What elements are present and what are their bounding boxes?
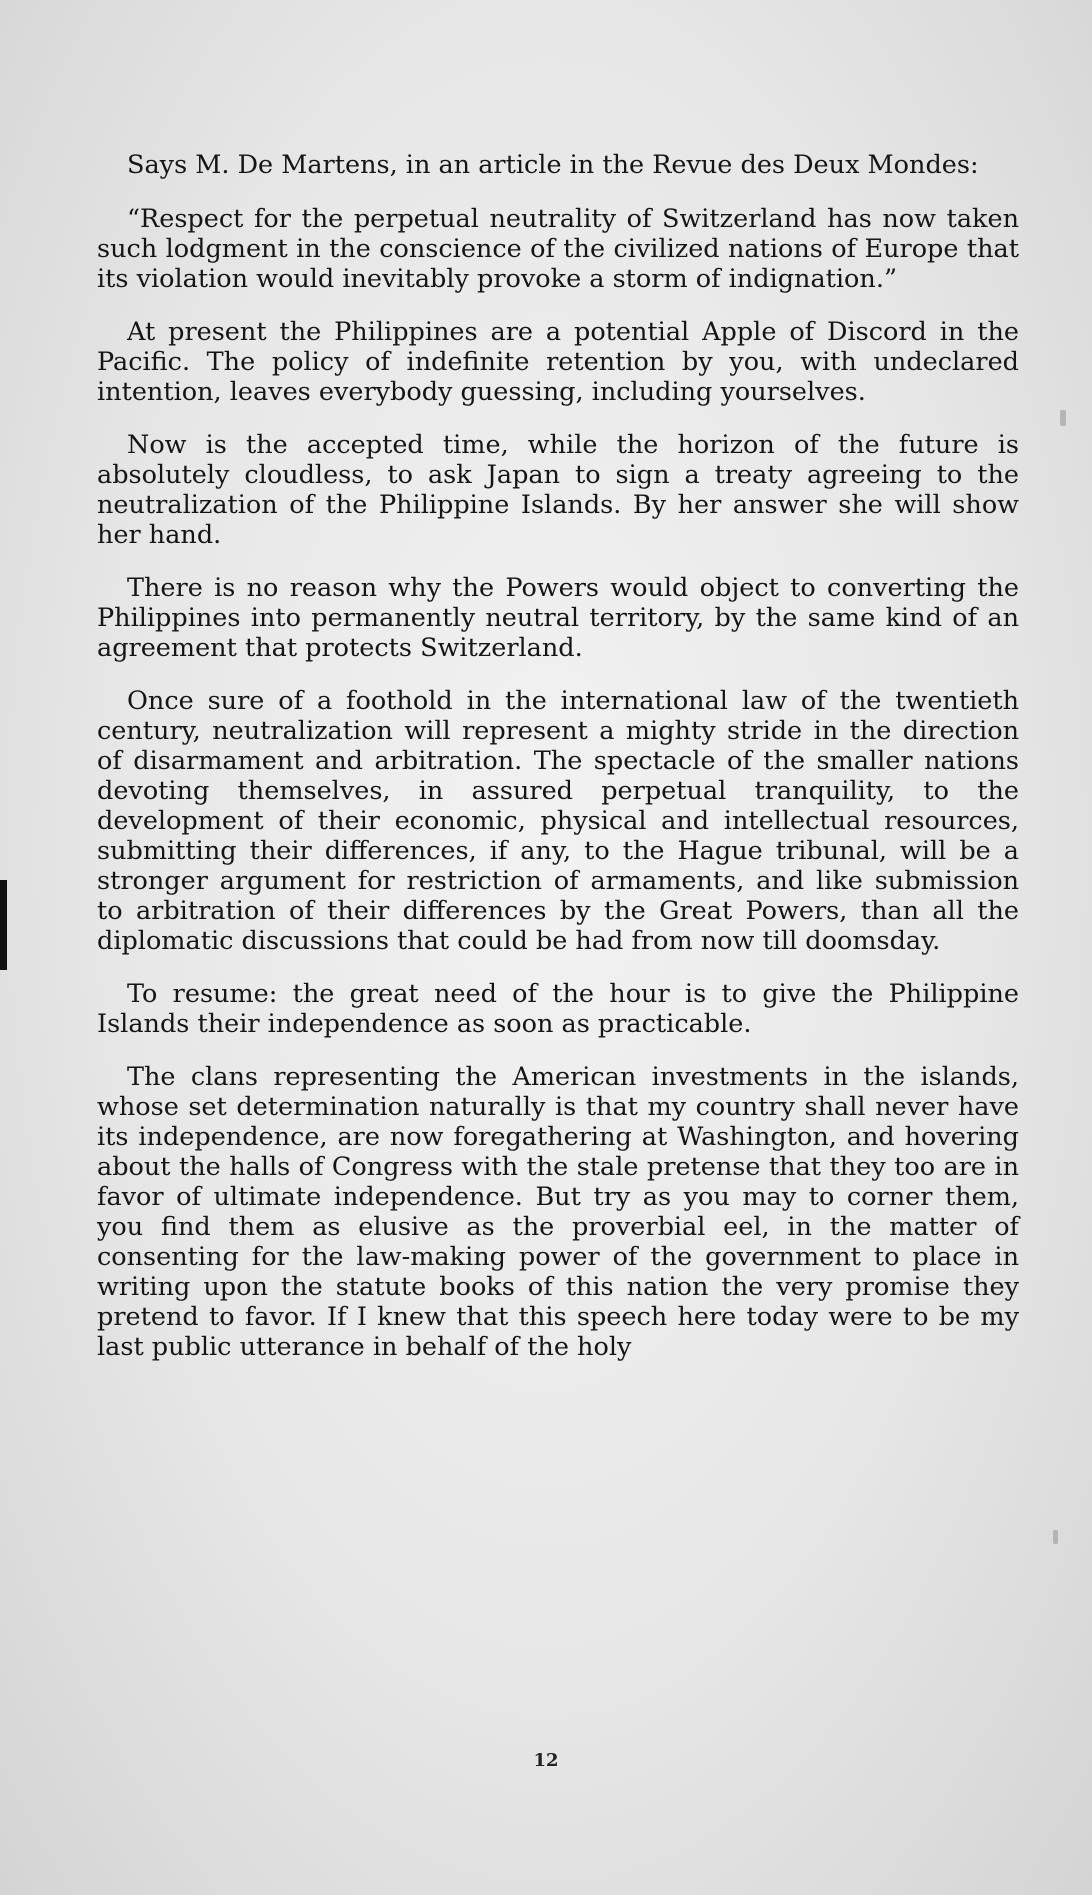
paragraph-neutralization: Once sure of a foothold in the international law of the twentieth century, neutralization will represent a mighty stride in the direction of disarmament and arbitration. The spectacle of the smaller nations devoting themselves, in assured perpetual tranquility, to the development of their economic, physical and intellectual resources, submitting their differences, if any, to the Hague tribunal, will be a stronger argument for restriction of armaments, and like submission to arbitration of their differences by the Great Powers, than all the diplomatic discussions that could be had from now till doomsday. [97, 686, 1019, 956]
paragraph-japan-treaty: Now is the accepted time, while the horizon of the future is absolutely cloudless, to ask Japan to sign a treaty agreeing to the neutralization of the Philippine Islands. By her answer she will show her hand. [97, 430, 1019, 550]
paragraph-resume: To resume: the great need of the hour is to give the Philippine Islands their independence as soon as practicable. [97, 979, 1019, 1039]
paragraph-clans: The clans representing the American investments in the islands, whose set determination naturally is that my country shall never have its independence, are now foregathering at Washington, and hovering about the halls of Congress with the stale pretense that they too are in favor of ultimate independence. But try as you may to corner them, you find them as elusive as the proverbial eel, in the matter of consenting for the law-making power of the government to place in writing upon the statute books of this nation the very promise they pretend to favor. If I knew that this speech here today were to be my last public utterance in behalf of the holy [97, 1062, 1019, 1362]
paragraph-intro: Says M. De Martens, in an article in the Revue des Deux Mondes: [127, 150, 979, 180]
paragraph-quote: “Respect for the perpetual neutrality of Switzerland has now taken such lodgment in the conscience of the civilized nations of Europe that its violation would inevitably provoke a storm of indignation.” [97, 204, 1019, 294]
body-text [97, 150, 1019, 1385]
page-number: 12 [533, 1750, 559, 1771]
paragraph-powers: There is no reason why the Powers would object to converting the Philippines into permanently neutral territory, by the same kind of an agreement that protects Switzerland. [97, 573, 1019, 663]
scan-speck [1060, 410, 1066, 426]
scan-edge-mark [0, 880, 7, 970]
scan-speck [1053, 1530, 1058, 1544]
paragraph-apple-of-discord: At present the Philippines are a potential Apple of Discord in the Pacific. The policy of indefinite retention by you, with undeclared intention, leaves everybody guessing, including yourselves. [97, 317, 1019, 407]
